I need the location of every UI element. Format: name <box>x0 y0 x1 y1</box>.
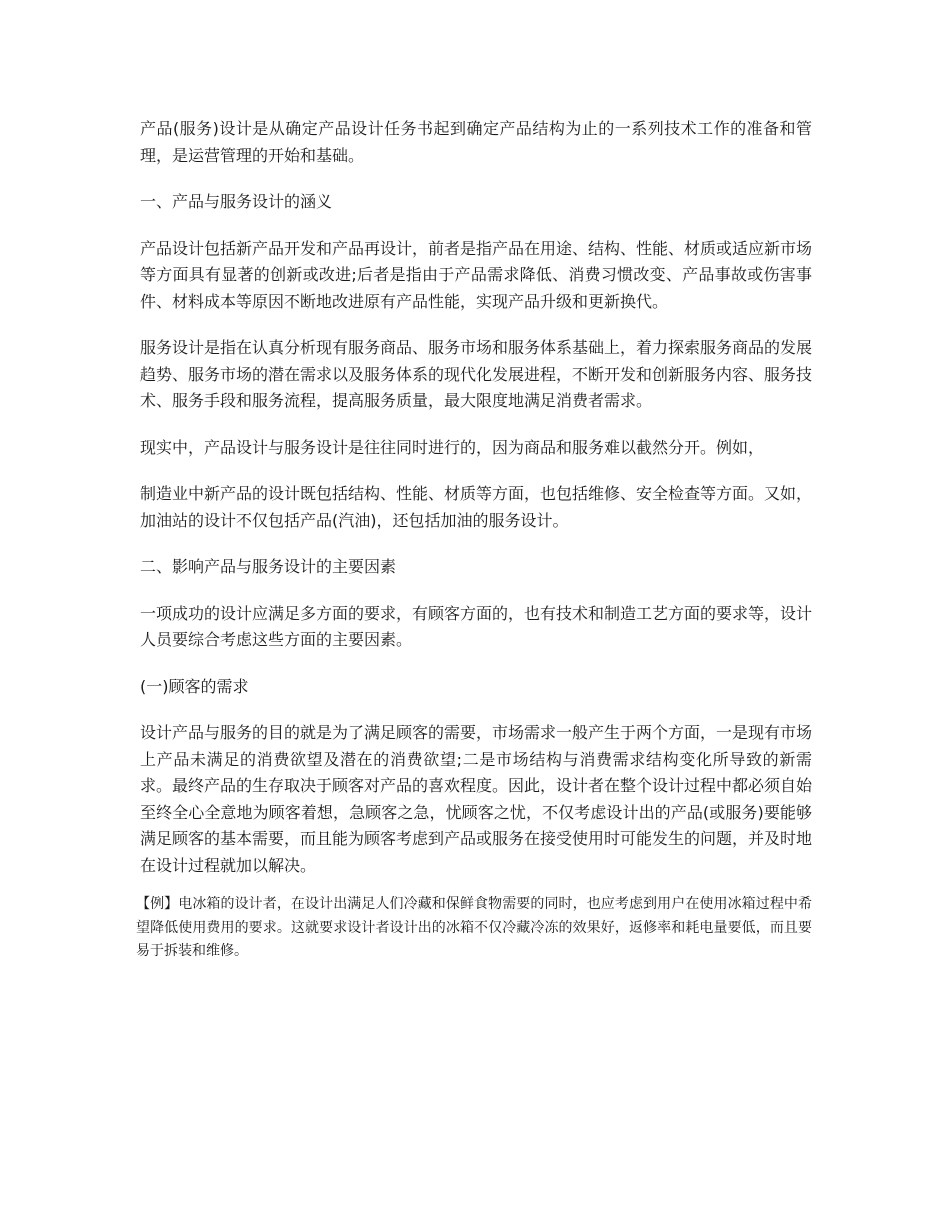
subsection-heading-customer: (一)顾客的需求 <box>140 676 249 696</box>
service-design-paragraph: 服务设计是指在认真分析现有服务商品、服务市场和服务体系基础上，着力探索服务商品的发展趋势、服务市场的潜在需求以及服务体系的现代化发展进程，不断开发和创新服务内容、服务技术、服务手段和服务流程，提高服务质量，最大限度地满足消费者需求。 <box>140 338 813 410</box>
product-design-paragraph: 产品设计包括新产品开发和产品再设计，前者是指产品在用途、结构、性能、材质或适应新市场等方面具有显著的创新或改进;后者是指由于产品需求降低、消费习惯改变、产品事故或伤害事件、材料成本等原因不断地改进原有产品性能，实现产品升级和更新换代。 <box>140 238 813 311</box>
section-heading-1: 一、产品与服务设计的涵义 <box>140 192 333 211</box>
factors-paragraph: 一项成功的设计应满足多方面的要求，有顾客方面的，也有技术和制造工艺方面的要求等，设计人员要综合考虑这些方面的主要因素。 <box>140 603 813 649</box>
document-body <box>136 116 813 964</box>
reality-paragraph: 现实中，产品设计与服务设计是往往同时进行的，因为商品和服务难以截然分开。例如， <box>140 437 765 457</box>
intro-paragraph: 产品(服务)设计是从确定产品设计任务书起到确定产品结构为止的一系列技术工作的准备和管理，是运营管理的开始和基础。 <box>140 119 812 165</box>
manufacturing-paragraph: 制造业中新产品的设计既包括结构、性能、材质等方面，也包括维修、安全检查等方面。又如，加油站的设计不仅包括产品(汽油)，还包括加油的服务设计。 <box>140 484 813 530</box>
example-paragraph: 【例】电冰箱的设计者，在设计出满足人们冷藏和保鲜食物需要的同时，也应考虑到用户在使用冰箱过程中希望降低使用费用的要求。这就要求设计者设计出的冰箱不仅冷藏冷冻的效果好，返修率和耗电量要低，而且要易于拆装和维修。 <box>136 896 812 959</box>
section-heading-2: 二、影响产品与服务设计的主要因素 <box>140 557 397 576</box>
customer-needs-paragraph: 设计产品与服务的目的就是为了满足顾客的需要，市场需求一般产生于两个方面，一是现有市场上产品未满足的消费欲望及潜在的消费欲望;二是市场结构与消费需求结构变化所导致的新需求。最终产品的生存取决于顾客对产品的喜欢程度。因此，设计者在整个设计过程中都必须自始至终全心全意地为顾客着想，急顾客之急，忧顾客之忧，不仅考虑设计出的产品(或服务)要能够满足顾客的基本需要，而且能为顾客考虑到产品或服务在接受使用时可能发生的问题，并及时地在设计过程就加以解决。 <box>140 723 813 875</box>
